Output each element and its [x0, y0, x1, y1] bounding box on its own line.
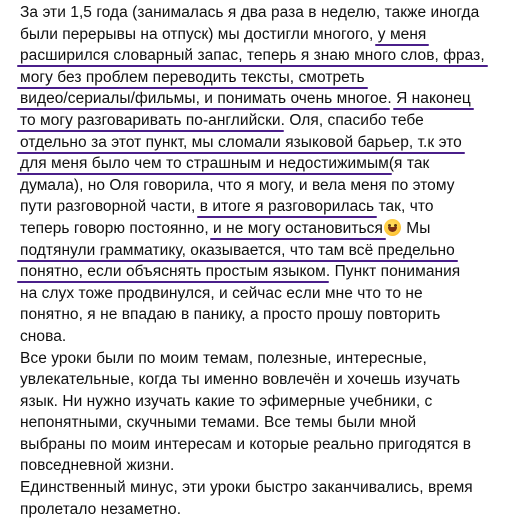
message-line: [20, 240, 506, 262]
underlined-text: то могу разговаривать по-английски: [20, 111, 281, 129]
message-line: [20, 153, 506, 175]
message-line: [20, 24, 506, 46]
text-segment: снова.: [20, 327, 67, 345]
text-segment: увлекательные, когда ты именно вовлечён и хочешь изучать: [20, 371, 461, 389]
underlined-text: отдельно за этот пункт, мы сломали языковой барьер, т.к это: [20, 133, 462, 151]
text-segment: выбраны по моим интересам и которые реально пригодятся в: [20, 435, 472, 453]
text-segment: . Пункт понимания: [325, 263, 461, 281]
message-line: [20, 369, 506, 391]
message-line: [20, 196, 506, 218]
text-segment: думала), но Оля говорила, что я могу, и вела меня по этому: [20, 176, 455, 194]
text-segment: За эти 1,5 года (занималась я два раза в неделю, также иногда: [20, 4, 480, 21]
text-segment: так, что: [374, 198, 434, 216]
message-line: [20, 499, 506, 520]
smiling-face-emoji-icon: [384, 219, 401, 236]
underlined-text: у меня: [377, 25, 427, 43]
message-line: [20, 283, 506, 305]
underlined-text: видео/сериалы/фильмы, и понимать очень многое: [20, 90, 388, 108]
message-line: [20, 45, 506, 67]
message-line: [20, 2, 506, 24]
underlined-text: расширился словарный запас, теперь я знаю много слов, фраз,: [20, 47, 485, 65]
message-line: [20, 348, 506, 370]
text-segment: теперь говорю постоянно,: [20, 219, 214, 237]
text-segment: язык. Ни нужно изучать какие то эфимерные учебники, с: [20, 392, 433, 410]
message-line: [20, 110, 506, 132]
message-line: [20, 326, 506, 348]
text-segment: . Оля, спасибо тебе: [280, 111, 424, 129]
message-line: [20, 434, 506, 456]
text-segment: на слух тоже продвинулся, и сейчас если мне что то не: [20, 284, 423, 302]
text-segment: Мы: [401, 219, 431, 237]
underlined-text: Я наконец: [396, 90, 471, 108]
message-line: [20, 391, 506, 413]
message-line: [20, 455, 506, 477]
underlined-text: могу без проблем переводить тексты, смотреть: [20, 68, 365, 86]
text-segment: повседневной жизни.: [20, 457, 175, 475]
underlined-text: в итоге я разговорилась: [199, 198, 375, 216]
text-segment: понятно, я не впадаю в панику, а просто прошу повторить: [20, 306, 441, 324]
message-line: [20, 304, 506, 326]
message-line: [20, 88, 506, 110]
message-line: [20, 132, 506, 154]
underlined-text: и не могу остановиться: [213, 219, 383, 237]
text-segment: пути разговорной части,: [20, 198, 200, 216]
message-line: [20, 175, 506, 197]
text-segment: были перерывы на отпуск) мы достигли многого,: [20, 25, 378, 43]
text-segment: непонятными, скучными темами. Все темы были мной: [20, 414, 417, 432]
text-segment: .: [387, 90, 397, 108]
message-line: [20, 261, 506, 283]
message-line: [20, 412, 506, 434]
message-line: [20, 477, 506, 499]
underlined-text: понятно, если объяснять простым языком: [20, 263, 326, 281]
message-text: [20, 2, 506, 520]
text-segment: (я так: [388, 155, 430, 173]
underlined-text: для меня было чем то страшным и недостижимым: [20, 155, 389, 173]
text-segment: Все уроки были по моим темам, полезные, интересные,: [20, 349, 427, 367]
message-line: [20, 218, 506, 240]
text-segment: Единственный минус, эти уроки быстро заканчивались, время: [20, 479, 473, 497]
underlined-text: подтянули грамматику, оказывается, что там всё предельно: [20, 241, 455, 259]
message-line: [20, 67, 506, 89]
text-segment: пролетало незаметно.: [20, 500, 182, 518]
